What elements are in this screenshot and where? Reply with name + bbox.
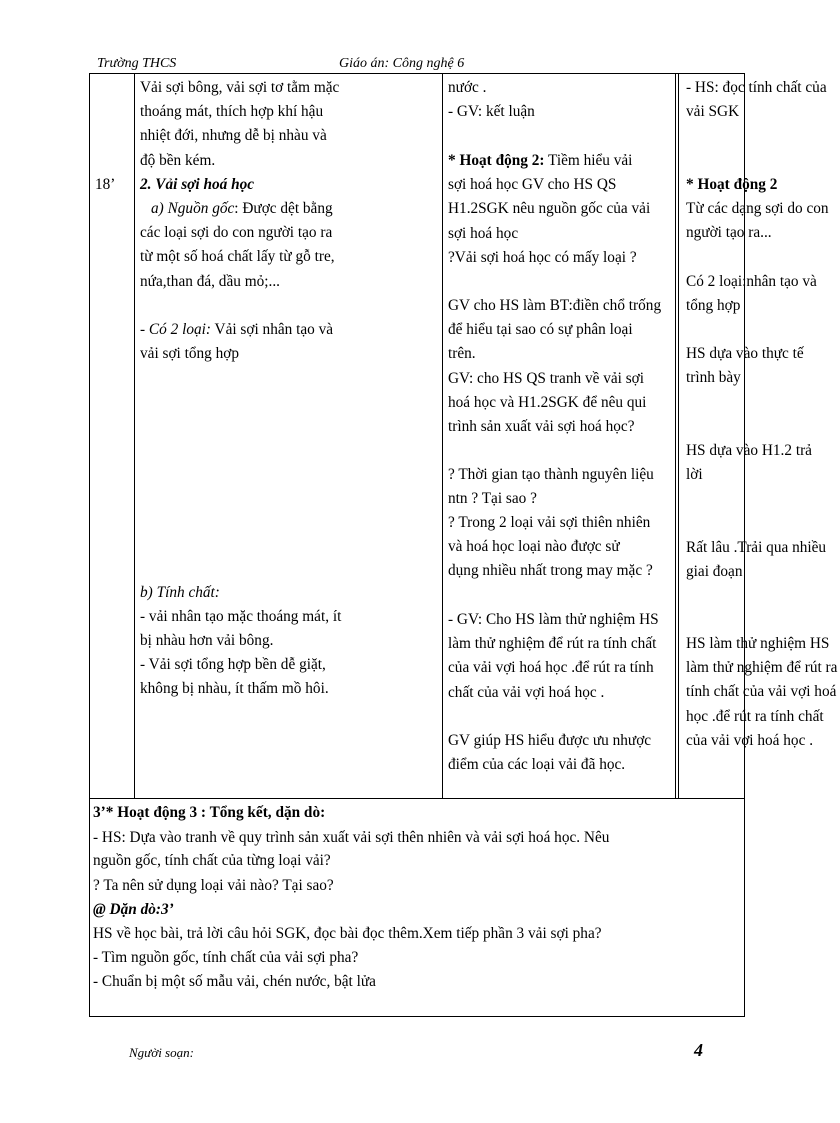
- summary-line-3: ? Ta nên sử dụng loại vải nào? Tại sao?: [93, 877, 334, 894]
- properties-1: - vải nhân tạo mặc thoáng mát, ít bị nhàu hơn vải bông.: [140, 608, 342, 650]
- section-title: 2. Vải sợi hoá học: [140, 176, 255, 193]
- student-line-6: Rất lâu .Trải qua nhiều giai đoạn: [686, 539, 827, 581]
- summary-line-6: - Chuẩn bị một số mẫu vải, chén nước, bật lửa: [93, 973, 376, 990]
- intro-text: Vải sợi bông, vải sợi tơ tằm mặc thoáng mát, thích hợp khí hậu nhiệt đới, nhưng dễ bị nhàu và độ bền kém.: [140, 79, 340, 169]
- types-paragraph: [140, 318, 340, 366]
- summary-box: [89, 798, 745, 1017]
- student-line-4: HS dựa vào thực tế trình bày: [686, 345, 804, 387]
- summary-title: 3’* Hoạt động 3 : Tổng kết, dặn dò:: [93, 804, 326, 821]
- teacher-instruction-4: GV giúp HS hiểu được ưu nhược điểm của các loại vải đã học.: [448, 732, 652, 774]
- origin-text: : Được dệt bằng các loại sợi do con người tạo ra từ một số hoá chất lấy từ gỗ tre, nứa,than đá, dầu mỏ;...: [140, 200, 335, 290]
- types-text: Vải sợi nhân tạo và vải sợi tổng hợp: [140, 321, 334, 363]
- school-name: Trường THCS: [97, 56, 177, 71]
- properties-label: b) Tính chất:: [140, 584, 220, 601]
- student-column: [675, 74, 838, 798]
- student-line-3: Có 2 loại:nhân tạo và tổng hợp: [686, 273, 817, 315]
- summary-line-4: HS về học bài, trả lời câu hỏi SGK, đọc bài đọc thêm.Xem tiếp phần 3 vải sợi pha?: [93, 925, 602, 942]
- lesson-table: [89, 73, 838, 799]
- activity-2-paragraph: [448, 149, 653, 246]
- properties-2: - Vải sợi tổng hợp bền dễ giặt, không bị nhàu, ít thấm mồ hôi.: [140, 656, 329, 698]
- question-2: ? Thời gian tạo thành nguyên liệu ntn ? Tại sao ?: [448, 466, 654, 508]
- student-column-inner: [678, 74, 838, 798]
- author-label: Người soạn:: [129, 1045, 194, 1060]
- subject-title: Giáo án: Công nghệ 6: [339, 56, 465, 71]
- homework-title: @ Dặn dò:3’: [93, 901, 174, 918]
- student-line-7: HS làm thử nghiệm HS làm thử nghiệm để rút ra tính chất của vải vợi hoá học .để rút ra tính chất của vải vợi hoá học .: [686, 635, 838, 749]
- types-label: - Có 2 loại:: [140, 321, 211, 338]
- student-line-5: HS dựa vào H1.2 trả lời: [686, 442, 812, 484]
- page-number: 4: [694, 1040, 703, 1060]
- teacher-instruction-1: GV cho HS làm BT:điền chổ trống để hiểu tại sao có sự phân loại trên.: [448, 297, 662, 363]
- question-1: ?Vải sợi hoá học có mấy loại ?: [448, 249, 637, 266]
- origin-label: a) Nguồn gốc: [151, 200, 235, 217]
- origin-paragraph: [140, 197, 340, 294]
- question-3: ? Trong 2 loại vải sợi thiên nhiên và hoá học loại nào được sử dụng nhiều nhất trong may mặc ?: [448, 514, 653, 580]
- time-cell: 18’: [95, 176, 116, 193]
- teacher-line-2: - GV: kết luận: [448, 103, 535, 120]
- teacher-line-1: nước .: [448, 79, 487, 96]
- teacher-instruction-2: GV: cho HS QS tranh về vải sợi hoá học và H1.2SGK để nêu qui trình sản xuất vải sợi hoá học?: [448, 370, 647, 436]
- student-line-2: Từ các dạng sợi do con người tạo ra...: [686, 200, 829, 242]
- activity-2-text: Tiềm hiểu vải sợi hoá học GV cho HS QS H1.2SGK nêu nguồn gốc của vải sợi hoá học: [448, 152, 651, 242]
- page-header: [97, 52, 745, 72]
- summary-line-5: - Tìm nguồn gốc, tính chất của vải sợi pha?: [93, 949, 359, 966]
- time-column: [90, 74, 135, 798]
- summary-line-2: nguồn gốc, tính chất của từng loại vải?: [93, 852, 331, 869]
- teacher-instruction-3: - GV: Cho HS làm thử nghiệm HS làm thử nghiệm để rút ra tính chất của vải vợi hoá học .để rút ra tính chất của vải vợi hoá học .: [448, 611, 659, 701]
- content-column: [134, 74, 443, 798]
- student-activity-2: * Hoạt động 2: [686, 176, 778, 193]
- activity-2-label: * Hoạt động 2:: [448, 152, 545, 169]
- summary-line-1: - HS: Dựa vào tranh về quy trình sản xuất vải sợi thên nhiên và vải sợi hoá học. Nêu: [93, 829, 610, 846]
- teacher-column: [442, 74, 676, 798]
- student-line-1: - HS: đọc tính chất của vải SGK: [686, 79, 827, 121]
